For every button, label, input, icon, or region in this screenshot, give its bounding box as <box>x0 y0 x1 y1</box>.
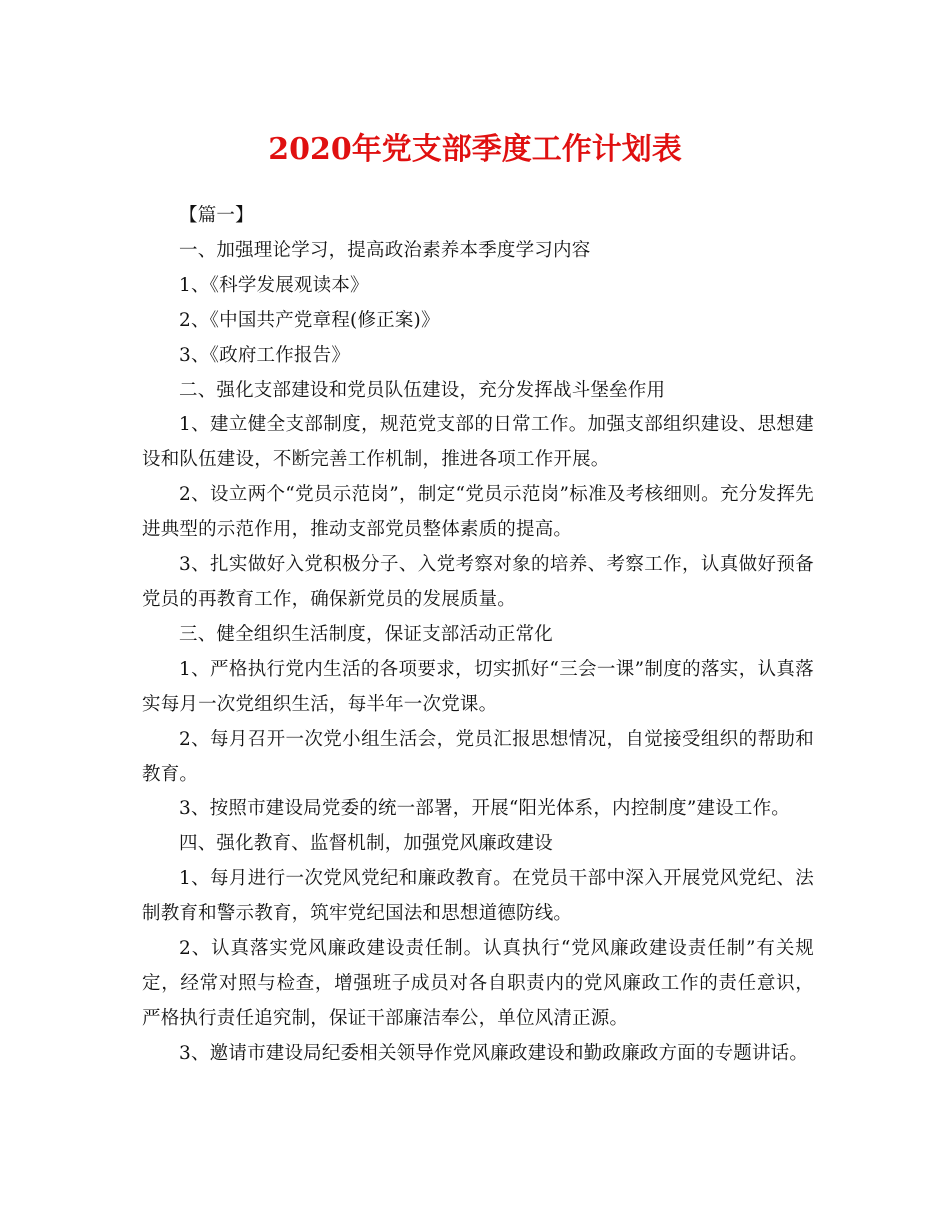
heading-2: 二、强化支部建设和党员队伍建设，充分发挥战斗堡垒作用 <box>179 379 666 401</box>
list-item: 3、《政府工作报告》 <box>179 344 351 366</box>
list-item: 1、《科学发展观读本》 <box>179 274 369 296</box>
list-item: 2、每月召开一次党小组生活会，党员汇报思想情况，自觉接受组织的帮助和教育。 <box>142 728 814 785</box>
document-body <box>142 199 814 1072</box>
list-item: 2、设立两个“党员示范岗”，制定“党员示范岗”标准及考核细则。充分发挥先进典型的示范作用，推动支部党员整体素质的提高。 <box>142 484 814 541</box>
list-item: 1、建立健全支部制度，规范党支部的日常工作。加强支部组织建设、思想建设和队伍建设，不断完善工作机制，推进各项工作开展。 <box>142 414 814 471</box>
list-item: 2、《中国共产党章程(修正案)》 <box>179 309 440 331</box>
heading-3: 三、健全组织生活制度，保证支部活动正常化 <box>179 623 554 645</box>
list-item: 1、每月进行一次党风党纪和廉政教育。在党员干部中深入开展党风党纪、法制教育和警示教育，筑牢党纪国法和思想道德防线。 <box>142 868 814 925</box>
list-item: 3、按照市建设局党委的统一部署，开展“阳光体系，内控制度”建设工作。 <box>179 798 790 820</box>
list-item: 3、邀请市建设局纪委相关领导作党风廉政建设和勤政廉政方面的专题讲话。 <box>179 1042 809 1064</box>
section-label: 【篇一】 <box>179 205 254 226</box>
heading-4: 四、强化教育、监督机制，加强党风廉政建设 <box>179 833 554 855</box>
heading-1: 一、加强理论学习，提高政治素养本季度学习内容 <box>179 239 591 261</box>
document-title: 2020年党支部季度工作计划表 <box>268 132 682 167</box>
list-item: 1、严格执行党内生活的各项要求，切实抓好“三会一课”制度的落实，认真落实每月一次党组织生活，每半年一次党课。 <box>142 658 814 715</box>
list-item: 3、扎实做好入党积极分子、入党考察对象的培养、考察工作，认真做好预备党员的再教育工作，确保新党员的发展质量。 <box>142 554 814 610</box>
list-item: 2、认真落实党风廉政建设责任制。认真执行“党风廉政建设责任制”有关规定，经常对照与检查，增强班子成员对各自职责内的党风廉政工作的责任意识，严格执行责任追究制，保证干部廉洁奉公，单位风清正源。 <box>142 938 814 1029</box>
